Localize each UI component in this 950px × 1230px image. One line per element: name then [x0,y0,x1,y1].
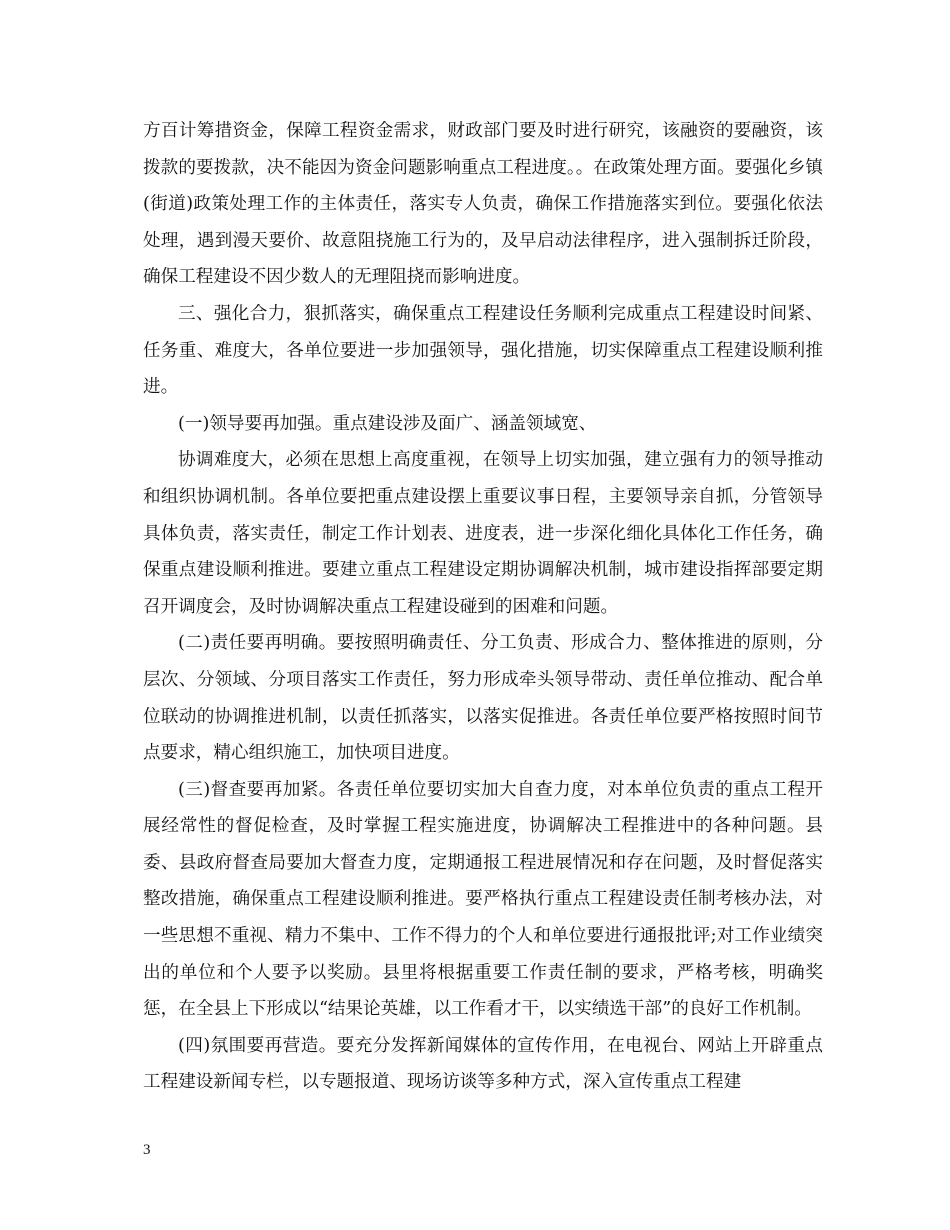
page-number: 3 [143,1142,151,1158]
paragraph-item-one-body: 协调难度大，必须在思想上高度重视，在领导上切实加强，建立强有力的领导推动和组织协调机制。各单位要把重点建设摆上重要议事日程，主要领导亲自抓，分管领导具体负责，落实责任，制定工作计划表、进度表，进一步深化细化具体化工作任务，确保重点建设顺利推进。要建立重点工程建设定期协调解决机制，城市建设指挥部要定期召开调度会，及时协调解决重点工程建设碰到的困难和问题。 [143,450,823,617]
paragraph-item-four: (四)氛围要再营造。要充分发挥新闻媒体的宣传作用，在电视台、网站上开辟重点工程建设新闻专栏，以专题报道、现场访谈等多种方式，深入宣传重点工程建 [143,1035,823,1093]
paragraph-item-two: (二)责任要再明确。要按照明确责任、分工负责、形成合力、整体推进的原则，分层次、分领域、分项目落实工作责任，努力形成牵头领导带动、责任单位推动、配合单位联动的协调推进机制，以责任抓落实，以落实促推进。各责任单位要严格按照时间节点要求，精心组织施工，加快项目进度。 [143,633,823,764]
paragraph-item-three: (三)督查要再加紧。各责任单位要切实加大自查力度，对本单位负责的重点工程开展经常性的督促检查，及时掌握工程实施进度，协调解决工程推进中的各种问题。县委、县政府督查局要加大督查力度，定期通报工程进展情况和存在问题，及时督促落实整改措施，确保重点工程建设顺利推进。要严格执行重点工程建设责任制考核办法，对一些思想不重视、精力不集中、工作不得力的个人和单位要进行通报批评;对工作业绩突出的单位和个人要予以奖励。县里将根据重要工作责任制的要求，严格考核，明确奖惩，在全县上下形成以“结果论英雄，以工作看才干，以实绩选干部”的良好工作机制。 [143,779,823,1020]
paragraph-item-one-heading: (一)领导要再加强。重点建设涉及面广、涵盖领域宽、 [178,413,597,434]
paragraph-continuation: 方百计筹措资金，保障工程资金需求，财政部门要及时进行研究，该融资的要融资，该拨款的要拨款，决不能因为资金问题影响重点工程进度。。在政策处理方面。要强化乡镇(街道)政策处理工作的主体责任，落实专人负责，确保工作措施落实到位。要强化依法处理，遇到漫天要价、故意阻挠施工行为的，及早启动法律程序，进入强制拆迁阶段，确保工程建设不因少数人的无理阻挠而影响进度。 [143,121,823,288]
paragraph-section-three: 三、强化合力，狠抓落实，确保重点工程建设任务顺利完成重点工程建设时间紧、任务重、难度大，各单位要进一步加强领导，强化措施，切实保障重点工程建设顺利推进。 [143,303,823,398]
document-body [143,113,823,1101]
